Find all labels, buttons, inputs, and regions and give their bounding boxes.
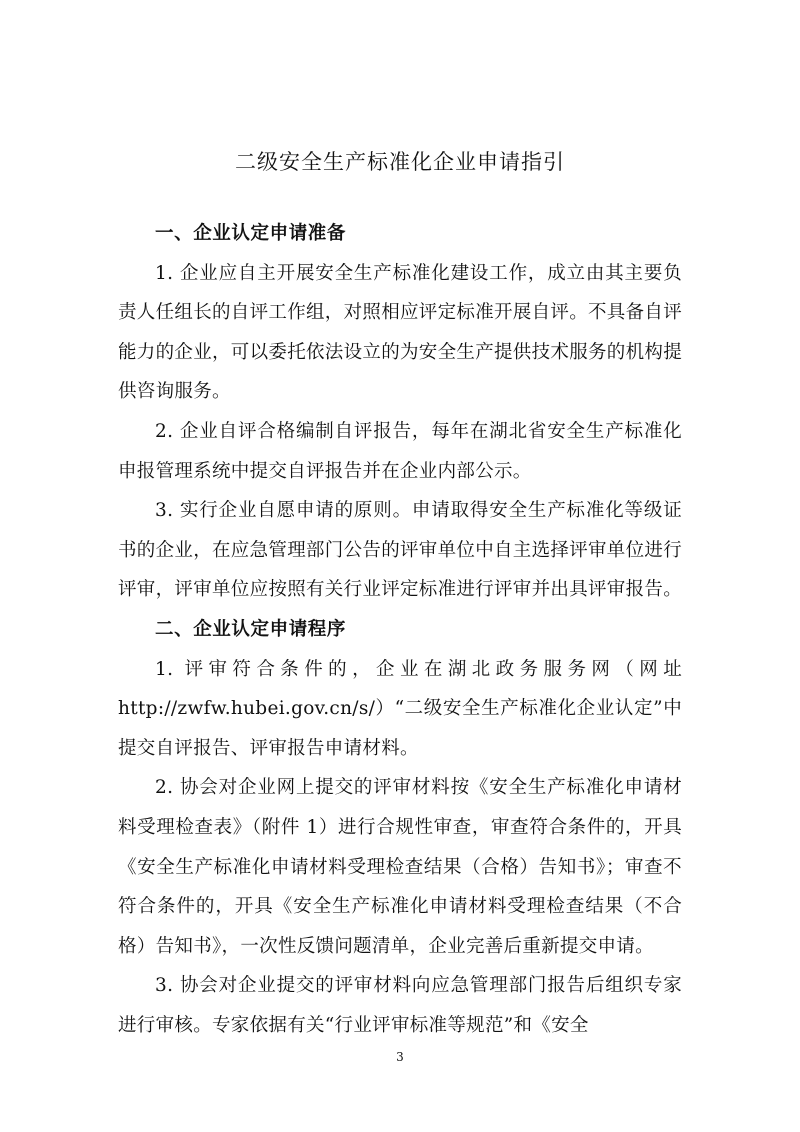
section-heading-procedure: 二、企业认定申请程序 <box>155 618 347 640</box>
paragraph-procedure-3: 3. 协会对企业提交的评审材料向应急管理部门报告后组织专家进行审核。专家依据有关“行业评审标准等规范”和《安全 <box>118 975 682 1036</box>
section-heading-preparation: 一、企业认定申请准备 <box>155 223 347 244</box>
document-body <box>118 214 682 1045</box>
paragraph-preparation-1: 1. 企业应自主开展安全生产标准化建设工作，成立由其主要负责人任组长的自评工作组，对照相应评定标准开展自评。不具备自评能力的企业，可以委托依法设立的为安全生产提供技术服务的机构提供咨询服务。 <box>118 262 683 403</box>
paragraph-preparation-3: 3. 实行企业自愿申请的原则。申请取得安全生产标准化等级证书的企业，在应急管理部门公告的评审单位中自主选择评审单位进行评审，评审单位应按照有关行业评定标准进行评审并出具评审报告。 <box>118 500 683 601</box>
document-title: 二级安全生产标准化企业申请指引 <box>235 150 565 174</box>
page-number: 3 <box>396 1050 404 1064</box>
paragraph-procedure-2: 2. 协会对企业网上提交的评审材料按《安全生产标准化申请材料受理检查表》（附件 1）进行合规性审查，审查符合条件的，开具《安全生产标准化申请材料受理检查结果（合格）告知书》；审查不符合条件的，开具《安全生产标准化申请材料受理检查结果（不合格）告知书》，一次性反馈问题清单，企业完善后重新提交申请。 <box>118 777 683 957</box>
paragraph-preparation-2: 2. 企业自评合格编制自评报告，每年在湖北省安全生产标准化申报管理系统中提交自评报告并在企业内部公示。 <box>118 420 682 482</box>
paragraph-procedure-1: 1. 评审符合条件的，企业在湖北政务服务网（网址 http://zwfw.hubei.gov.cn/s/）“二级安全生产标准化企业认定”中提交自评报告、评审报告申请材料。 <box>118 658 682 759</box>
